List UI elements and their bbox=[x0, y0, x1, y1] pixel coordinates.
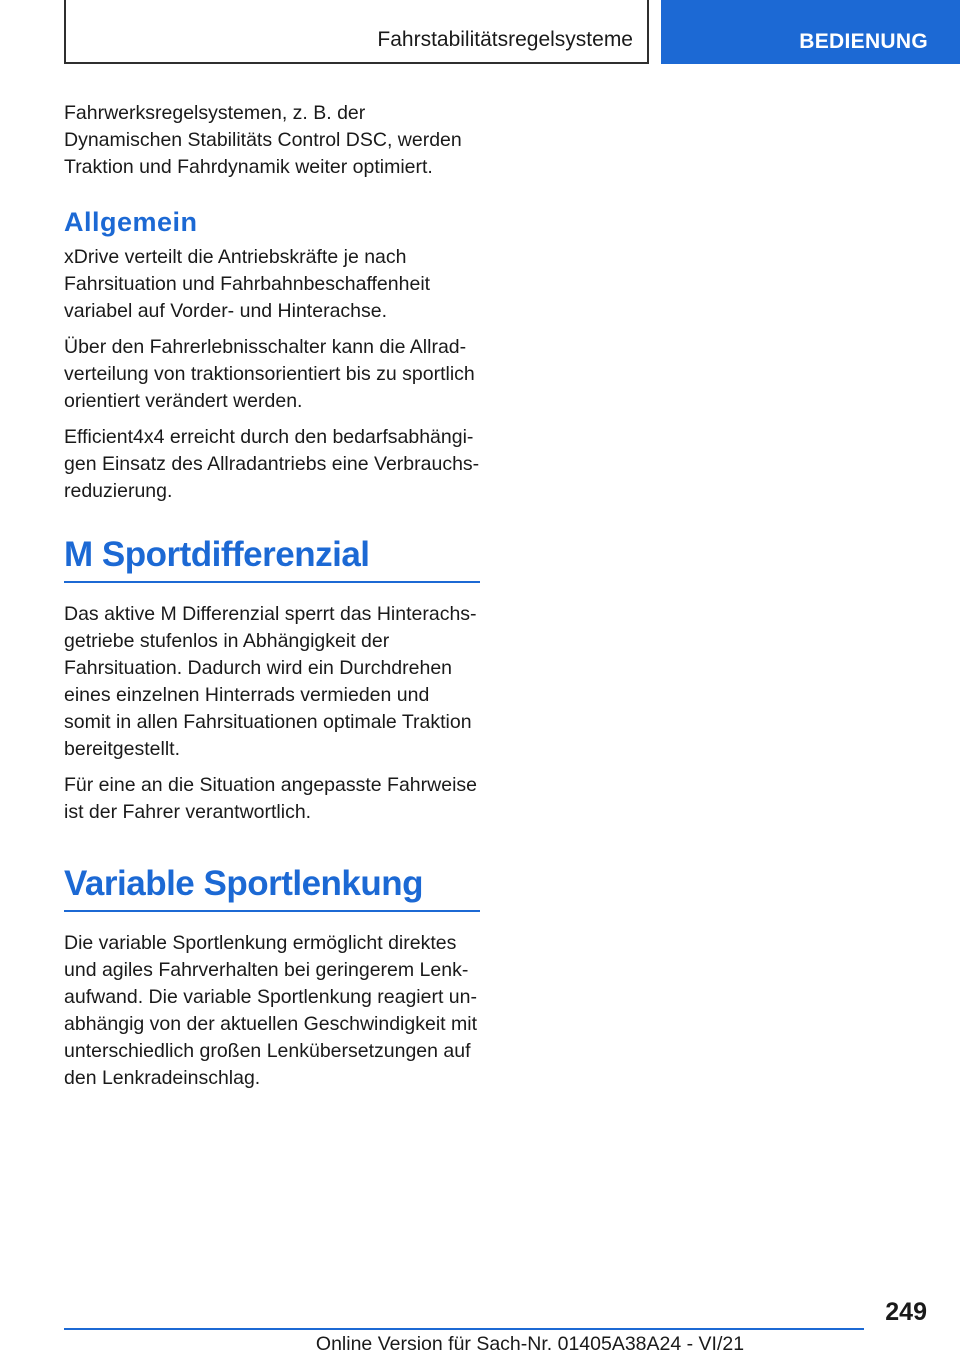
intro-paragraph: Fahrwerksregelsystemen, z. B. der Dynamischen Stabilitäts Control DSC, werden Traktion und Fahrdynamik weiter optimiert. bbox=[64, 102, 462, 178]
page-content bbox=[64, 100, 480, 1092]
heading-variable-sportlenkung: Variable Sportlenkung bbox=[64, 864, 480, 912]
footer-online-version: Online Version für Sach-Nr. 01405A38A24 - VI/21 bbox=[315, 1333, 745, 1355]
heading-m-sportdifferenzial: M Sportdifferenzial bbox=[64, 535, 480, 583]
allgemein-paragraph-2: Über den Fahrerlebnisschalter kann die Allradverteilung von traktionsorientiert bis zu sportlich orientiert verändert werden. bbox=[64, 336, 475, 412]
allgemein-paragraph-1: xDrive verteilt die Antriebskräfte je nach Fahrsituation und Fahrbahnbeschaffenheit variabel auf Vorder- und Hinterachse. bbox=[64, 246, 431, 322]
chapter-header bbox=[64, 0, 649, 64]
sportlenkung-section bbox=[64, 930, 480, 1092]
heading-allgemein: Allgemein bbox=[64, 207, 198, 237]
sportdifferenzial-paragraph-2: Für eine an die Situation angepasste Fahrweise ist der Fahrer verantwortlich. bbox=[64, 774, 478, 823]
allgemein-paragraph-3: Efficient4x4 erreicht durch den bedarfsabhängigen Einsatz des Allradantriebs eine Verbrauchsreduzierung. bbox=[64, 426, 480, 502]
footer-divider bbox=[64, 1328, 864, 1330]
page-number: 249 bbox=[885, 1298, 927, 1326]
allgemein-section bbox=[64, 244, 480, 505]
chapter-title: Fahrstabilitätsregelsysteme bbox=[377, 28, 633, 51]
sportlenkung-paragraph-1: Die variable Sportlenkung ermöglicht direktes und agiles Fahrverhalten bei geringerem Lenkaufwand. Die variable Sportlenkung reagiert unabhängig von der aktuellen Geschwindigkeit mit unterschiedlich großen Lenkübersetzungen auf den Lenkradeinschlag. bbox=[64, 932, 478, 1089]
section-tab-label: BEDIENUNG bbox=[799, 30, 928, 53]
sportdifferenzial-section bbox=[64, 601, 480, 826]
section-tab bbox=[661, 0, 960, 64]
sportdifferenzial-paragraph-1: Das aktive M Differenzial sperrt das Hinterachsgetriebe stufenlos in Abhängigkeit der Fahrsituation. Dadurch wird ein Durchdrehen eines einzelnen Hinterrads vermieden und somit in allen Fahrsituationen optimale Traktion bereitgestellt. bbox=[64, 603, 477, 760]
